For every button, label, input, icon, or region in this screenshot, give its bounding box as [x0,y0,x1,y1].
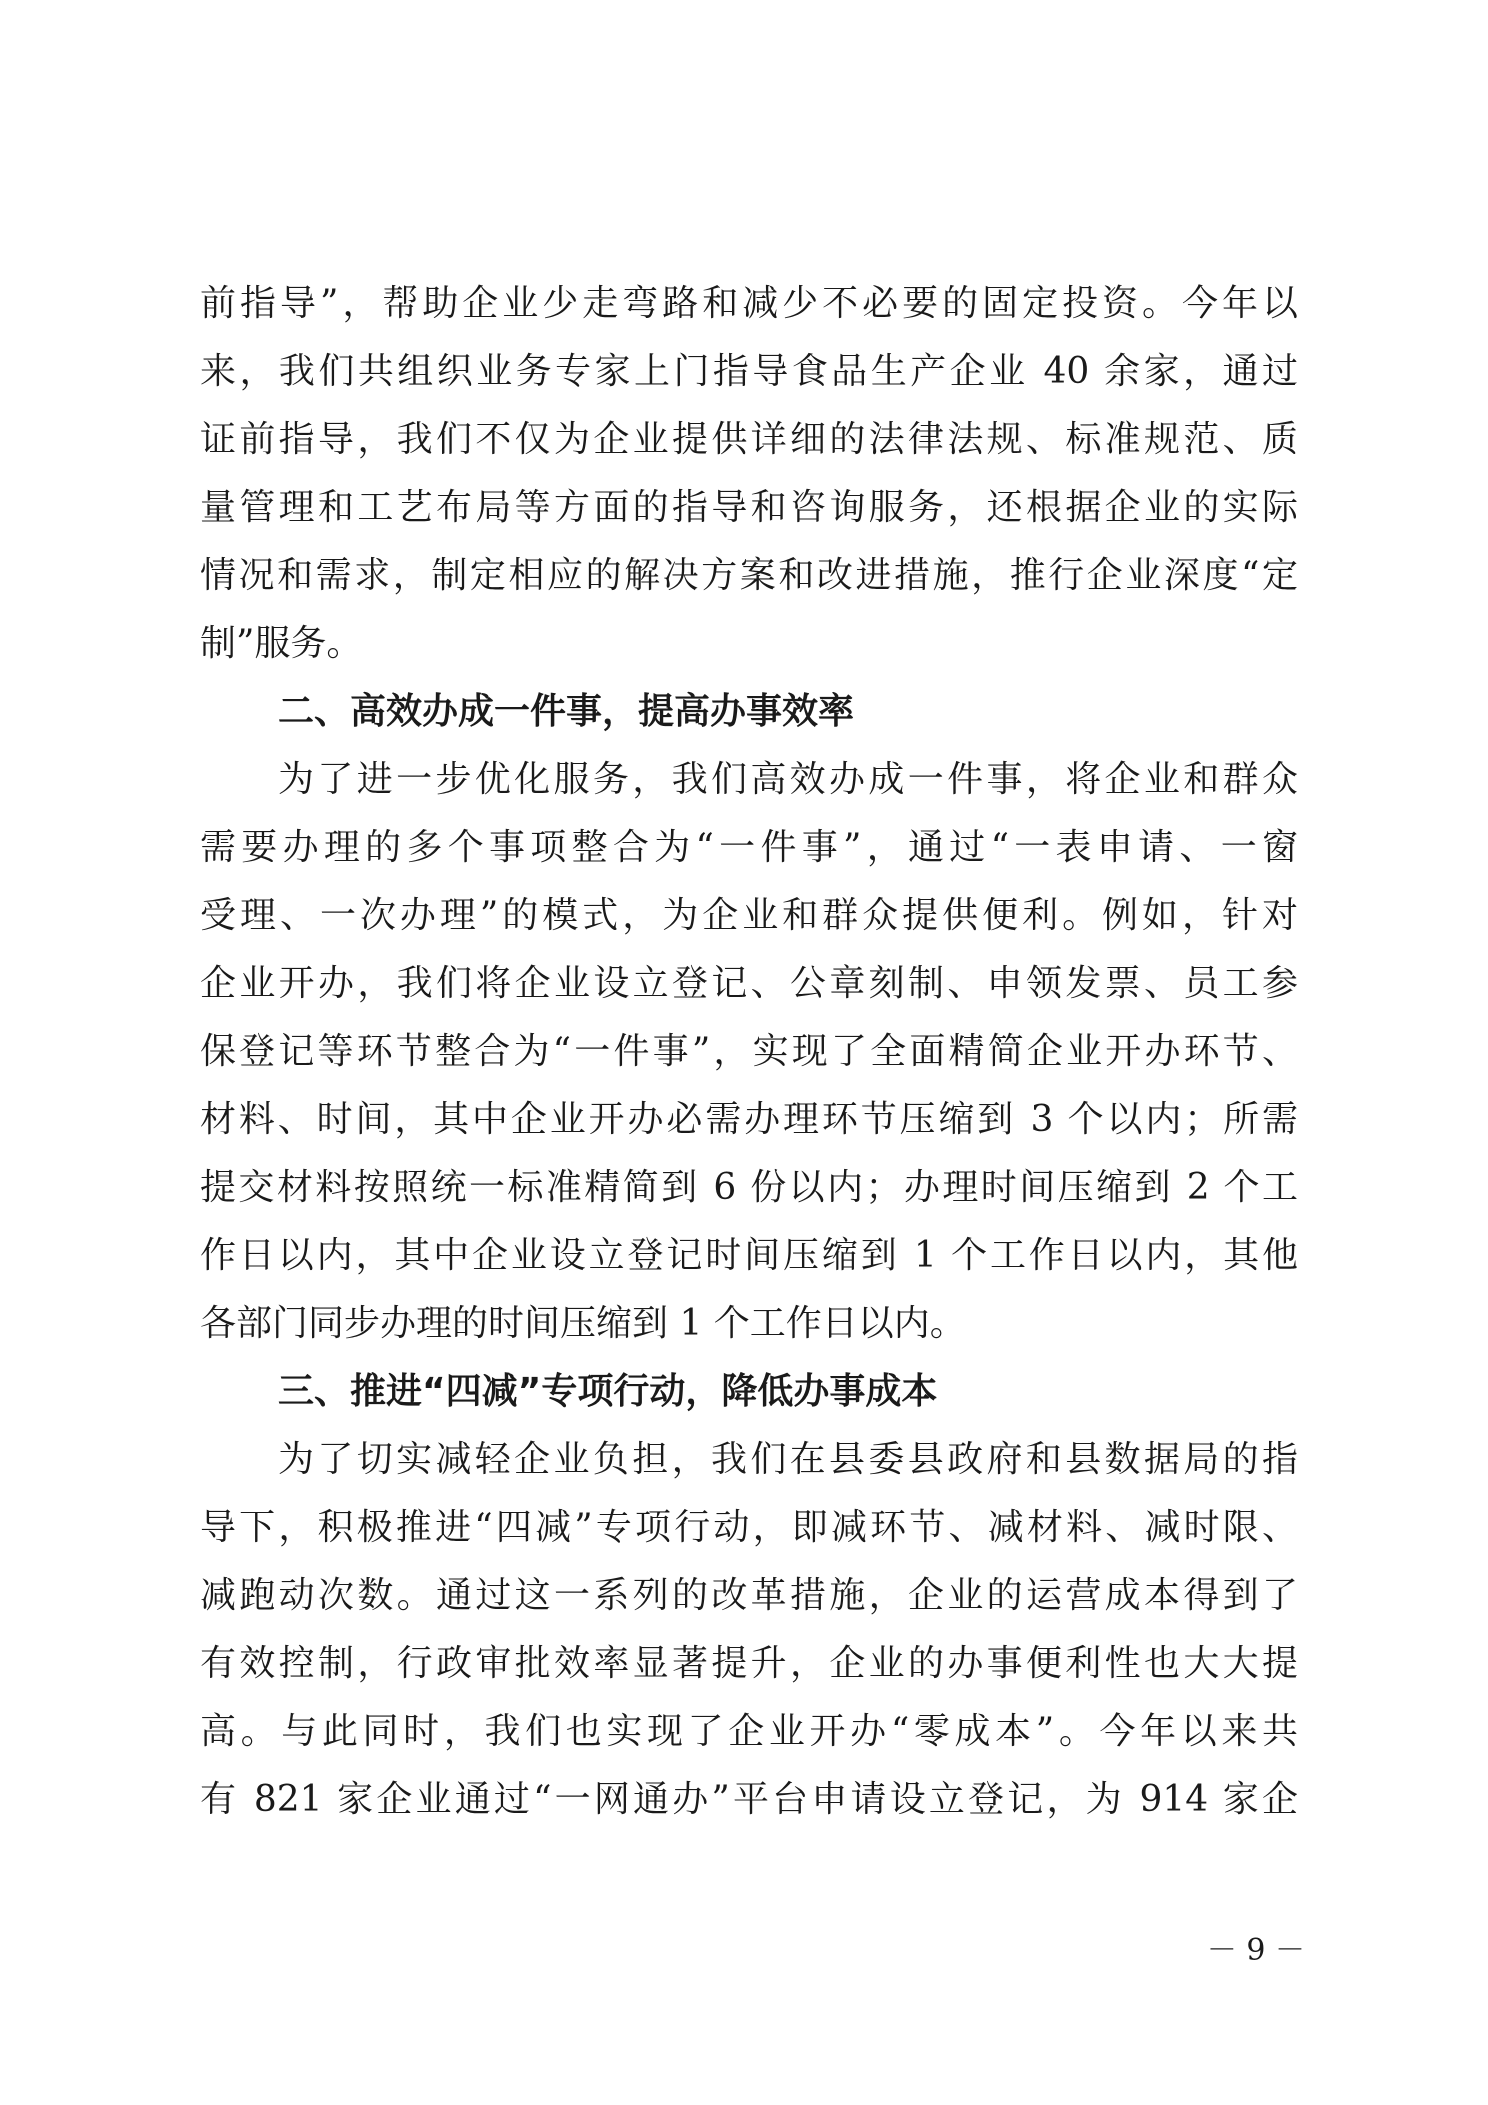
text-line: 证前指导，我们不仅为企业提供详细的法律法规、标准规范、质 [200,419,1298,460]
text-line: 提交材料按照统一标准精简到 6 份以内；办理时间压缩到 2 个工 [200,1167,1298,1208]
text-line: 来，我们共组织业务专家上门指导食品生产企业 40 余家，通过 [200,351,1298,392]
text-line: 有 821 家企业通过“一网通办”平台申请设立登记，为 914 家企 [200,1779,1298,1820]
text-line: 导下，积极推进“四减”专项行动，即减环节、减材料、减时限、 [200,1507,1298,1548]
text-line: 前指导”，帮助企业少走弯路和减少不必要的固定投资。今年以 [200,283,1298,324]
text-line: 材料、时间，其中企业开办必需办理环节压缩到 3 个以内；所需 [200,1099,1298,1140]
section-2 [200,678,1298,1358]
text-line: 企业开办，我们将企业设立登记、公章刻制、申领发票、员工参 [200,963,1298,1004]
text-line: 有效控制，行政审批效率显著提升，企业的办事便利性也大大提 [200,1643,1298,1684]
text-line: 保登记等环节整合为“一件事”，实现了全面精简企业开办环节、 [200,1031,1298,1072]
text-line: 受理、一次办理”的模式，为企业和群众提供便利。例如，针对 [200,895,1298,936]
section-3 [200,1358,1298,1834]
text-line: 作日以内，其中企业设立登记时间压缩到 1 个工作日以内，其他 [200,1235,1298,1276]
section-heading: 二、高效办成一件事，提高办事效率 [278,691,855,732]
text-line: 为了切实减轻企业负担，我们在县委县政府和县数据局的指 [278,1439,1298,1480]
text-line: 为了进一步优化服务，我们高效办成一件事，将企业和群众 [278,759,1298,800]
text-line: 减跑动次数。通过这一系列的改革措施，企业的运营成本得到了 [200,1575,1298,1616]
text-line: 各部门同步办理的时间压缩到 1 个工作日以内。 [200,1303,966,1344]
page-number: － 9 － [1206,1933,1305,1968]
text-line: 情况和需求，制定相应的解决方案和改进措施，推行企业深度“定 [200,555,1298,596]
text-line: 制”服务。 [200,623,363,664]
text-line: 高。与此同时，我们也实现了企业开办“零成本”。今年以来共 [200,1711,1298,1752]
text-line: 量管理和工艺布局等方面的指导和咨询服务，还根据企业的实际 [200,487,1298,528]
document-body [200,270,1298,1834]
section-heading: 三、推进“四减”专项行动，降低办事成本 [278,1371,938,1412]
text-line: 需要办理的多个事项整合为“一件事”，通过“一表申请、一窗 [200,827,1298,868]
paragraph-1 [200,270,1298,678]
